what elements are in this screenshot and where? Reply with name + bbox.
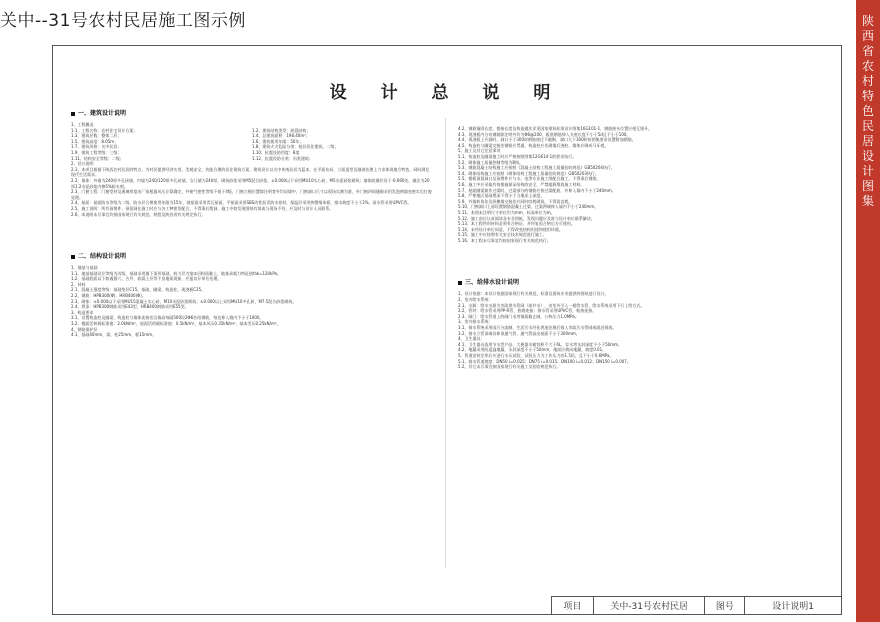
text-line: 2.2、管材：给水管采用PP-R管，热熔连接；排水管采用UPVC管，粘接连接。 (458, 308, 597, 314)
text-line: 5.7、屋面圈梁兼作过梁时，过梁部分的钢筋应按过梁配筋，并伸入墙内不小于240mm。 (458, 187, 616, 193)
sidebar-char: 特 (861, 89, 874, 103)
text-line: 5.1、构造柱及圈梁施工时应严格按照图集12G614-1的要求执行。 (458, 153, 577, 159)
bullet-icon (71, 112, 75, 116)
text-line: 1.1、地基基础设计等级为丙级，基础采用墙下条形基础，持力层为第②层粉质黏土，地基承载力特征值fak=120kPa。 (71, 270, 282, 276)
sidebar-char: 省 (861, 44, 874, 58)
text-line: 5.4、砌体结构施工应按照《砌体结构工程施工质量验收规范》GB50203执行。 (458, 170, 599, 176)
sidebar-char: 村 (861, 74, 874, 88)
overview-cell: 1.6、建筑使用年限：50年； (252, 138, 304, 144)
sidebar-char: 集 (861, 194, 874, 208)
title-block-project: 关中-31号农村民居 (594, 597, 706, 614)
text-line: 3.1、设置构造柱及圈梁，构造柱与墙体连接处沿墙高每隔500设2Φ6拉结钢筋，每边伸入墙内不小于1000。 (71, 315, 264, 321)
text-line: 5.12、施工前应认真阅读各专业图纸，发现问题应及时与设计单位联系解决。 (458, 215, 595, 221)
overview-cell: 1.4、总建筑面积：198.40m²； (252, 133, 310, 139)
text-line: 4.1、卫生器具选用节水型产品，大便器水箱容积不大于6L，存水弯水封深度不小于50mm。 (458, 341, 623, 347)
text-line: 5.2、其它未尽事宜按国家现行有关施工及验收规范执行。 (458, 364, 561, 370)
text-line: 2.4、屋面：屋面防水等级为二级，防水层合理使用年限为15年，坡屋面采用青瓦屋面，平屋面采用SBS改性沥青防水卷材，保温层采用挤塑聚苯板，排水坡度不小于2%，雨水管采用UPVC管。 (71, 200, 412, 206)
section-heading-arch: 一、建筑设计说明 (71, 110, 433, 118)
text-line: 2.6、本说明未尽事宜均按国家现行有关规范、规程及陕西省有关规定执行。 (71, 211, 206, 217)
title-block-project-label: 项目 (552, 597, 594, 614)
overview-cell: 1.9、建筑工程等级：三级； (71, 149, 122, 155)
text-line: 1、设计依据：本设计依据国家现行有关规范、标准及建筑专业提供的图纸进行设计。 (458, 291, 609, 297)
overview-cell: 1.1、工程名称：农村住宅设计方案； (71, 127, 138, 133)
sidebar-char: 西 (861, 29, 874, 43)
text-line: 2.3、门窗工程：门窗型材及玻璃厚度由厂家根据风压计算确定，外窗气密性等级不低于4级，门窗立樘位置除注明者外均居墙中，门窗洞口尺寸以现场实测为准，外门窗四周缝隙采用发泡剂填充密实后打胶处理。 (71, 189, 432, 200)
text-line: 4、钢筋保护层 (71, 326, 98, 332)
text-line: 2.5、施工说明：所有预埋件、预留洞在施工时应与各工种密切配合，不得事后凿洞，施工中如发现图纸有误或与现场不符，应及时与设计人员联系。 (71, 205, 334, 211)
text-line: 4.2、钢筋锚固长度、搭接长度及构造做法详见国家建筑标准设计图集16G101-1，钢筋接头位置应相互错开。 (458, 126, 653, 131)
section-heading-plumb: 三、给排水设计说明 (458, 279, 830, 287)
bullet-icon (71, 255, 75, 259)
overview-cell: 1.12、抗震设防分类：丙类建筑； (252, 155, 313, 161)
text-line: 5、施工及其它注意事项 (458, 148, 501, 154)
text-line: 5.3、钢筋混凝土结构施工应按照《混凝土结构工程施工质量验收规范》GB50204执行。 (458, 165, 615, 171)
text-line: 2.4、焊条：HPB300钢筋采用E43型，HRB400钢筋采用E55型。 (71, 304, 189, 310)
text-line: 5.9、外墙转角处及纵横墙交接处应同时咬槎砌筑，不得留直槎。 (458, 198, 573, 204)
text-line: 5.10、门窗洞口上部设置钢筋混凝土过梁，过梁两端伸入墙内不小于240mm。 (458, 204, 599, 210)
text-line: 4.2、地漏采用防返溢地漏，水封深度不小于50mm，地面应坡向地漏，坡度0.01。 (458, 347, 607, 353)
sidebar-char: 图 (861, 179, 874, 193)
text-line: 5.8、严寒地区基础埋深不得小于当地冻土深度。 (458, 193, 545, 199)
page-title: 关中--31号农村民居施工图示例 (0, 11, 246, 31)
text-line: 3、室内排水系统： (458, 319, 493, 325)
text-line: 5.11、本图未注明尺寸单位均为mm，标高单位为m。 (458, 209, 555, 215)
column-divider (445, 118, 446, 568)
title-block-drawing-label: 图号 (705, 597, 745, 614)
text-line: 5.15、施工中应按照有关安全技术规范进行施工。 (458, 232, 547, 238)
bullet-icon (458, 281, 462, 285)
text-line: 4.3、现浇板内分布钢筋除注明外均为Φ6@200，板底钢筋伸入支座长度不小于5d且不小于100。 (458, 131, 631, 137)
text-line: 5.14、未经设计单位同意，不得改变结构用途和使用环境。 (458, 226, 563, 232)
text-line: 3.1、排水系统采用雨污分流制，生活污水经化粪池处理后排入市政污水管网或就近排放。 (458, 325, 617, 331)
sidebar-char: 陕 (861, 14, 874, 28)
sidebar (856, 0, 880, 622)
left-column (71, 108, 433, 338)
right-column (458, 126, 830, 370)
overview-cell: 1.2、建筑结构类型：砖混结构； (252, 127, 311, 133)
text-line: 3.2、排水立管顶端设伸顶通气管，通气管高出屋面不小于300mm。 (458, 330, 580, 336)
arch-paragraphs (71, 167, 433, 217)
text-line: 4、卫生器具： (458, 336, 485, 342)
text-line: 2.3、砌体：±0.000以下采用MU15混凝土实心砖，M10水泥砂浆砌筑；±0.000以上采用MU10多孔砖，M7.5混合砂浆砌筑。 (71, 298, 297, 304)
text-line: 1.2、基础底面以下如遇墓穴、古井、软弱土层等不良地质现象，应报设计单位处理。 (71, 276, 222, 282)
title-block (551, 596, 841, 614)
sidebar-char: 农 (861, 59, 874, 73)
text-line: 2.2、钢筋：HPB300(Φ)，HRB400(Φ)。 (71, 293, 146, 299)
text-line: 2.1、混凝土强度等级：基础垫层C15，基础、圈梁、构造柱、现浇板C25。 (71, 287, 206, 293)
text-line: 2、材料 (71, 281, 86, 287)
text-line: 2、室内给水系统： (458, 297, 493, 303)
text-line: 5.2、砌体施工质量控制等级为B级。 (458, 159, 524, 165)
arch-sub-heading-2: 2、设计说明 (71, 161, 94, 167)
text-line: 5.6、施工中应采取有效措施保证结构的安全，严禁超载堆放施工材料。 (458, 181, 585, 187)
sidebar-char: 居 (861, 134, 874, 148)
overview-cell: 1.5、建筑高度：8.05m； (71, 138, 119, 144)
sidebar-char: 设 (861, 149, 874, 163)
section-heading-struct: 二、结构设计说明 (71, 253, 433, 261)
text-line: 3.2、楼面活荷载标准值：2.0kN/m²，屋面活荷载标准值：0.5kN/m²，基本风压0.35kN/m²，基本雪压0.25kN/m²。 (71, 321, 281, 327)
arch-overview-grid (71, 128, 433, 162)
struct-continued-lines (458, 126, 830, 243)
drawing-frame (52, 45, 842, 615)
overview-cell: 1.8、建筑火灾危险分类：低层居住建筑，二级； (252, 144, 339, 150)
text-line: 2.2、墙体：外墙为240厚多孔砖墙，内墙为240/120厚多孔砖墙，女儿墙为240厚，砌筑砂浆采用M5混合砂浆，±0.000以下采用MU10实心砖，M5水泥砂浆砌筑；墙体防潮层设于-0.060处，做法为20厚1:2水泥砂浆内掺5%防水剂。 (71, 177, 430, 189)
sidebar-vertical-title (856, 14, 880, 209)
arch-sub-heading: 1、工程概况 (71, 122, 94, 127)
overview-cell: 1.10、抗震设防烈度：8度 (252, 149, 300, 155)
text-line: 1、地基与基础 (71, 265, 98, 271)
text-line: 3、构造要求 (71, 309, 94, 315)
sidebar-char: 计 (861, 164, 874, 178)
text-line: 2.1、本项目根据下陕西农村民居的特点，为村民提供经济实用、美观安全、功能合理的居住建筑方案，建筑设计以关中传统民居为蓝本，在平面布局、立面造型及细部处理上力求体现地方特色，同时满足现代生活需求。 (71, 166, 430, 178)
title-block-drawing-number: 设计说明1 (772, 602, 815, 612)
text-line: 2.1、水源：给水水源为市政供水管网（或井水），由室外引入一根给水管，给水系统采用下行上给方式。 (458, 302, 645, 308)
overview-row (71, 156, 433, 162)
overview-cell: 1.7、建筑风格：关中民居； (71, 144, 122, 150)
sidebar-char: 民 (861, 119, 874, 133)
struct-lines (71, 265, 433, 338)
document-title: 设 计 总 说 明 (329, 83, 565, 103)
text-line: 5.1、排水管道坡度：DN50 i=0.025；DN75 i=0.015；DN100 i=0.012；DN150 i=0.007。 (458, 358, 631, 364)
text-line: 2.3、阀门：给水管道上的阀门采用铜质截止阀，公称压力1.0MPa。 (458, 313, 579, 319)
text-line: 5.13、本工程所用材料必须有合格证，并经复验合格后方可使用。 (458, 221, 575, 227)
plumb-lines (458, 291, 830, 369)
sidebar-char: 色 (861, 104, 874, 118)
overview-cell: 1.11、结构安全等级：二级； (71, 155, 124, 161)
text-line: 4.1、基础40mm，梁、柱25mm，板15mm。 (71, 332, 157, 338)
overview-cell: 1.3、建筑层数：整体二层； (71, 133, 122, 139)
text-line: 5.5、楼板预留洞口及预埋件应与水、电等专业施工图配合施工，不得事后剔凿。 (458, 176, 601, 182)
text-line: 4.4、现浇板上开洞时，洞口小于300时钢筋绕过不截断，洞口大于300时按图集要求设置附加钢筋。 (458, 137, 636, 143)
text-line: 4.5、构造柱与圈梁交接处钢筋应贯通，构造柱应先砌墙后浇柱，墙体应砌成马牙槎。 (458, 142, 609, 148)
text-line: 5.16、本工程未尽事宜均按国家现行有关规范执行。 (458, 237, 551, 243)
text-line: 5、管道安装完毕后应进行水压试验，试验压力为工作压力的1.5倍，且不小于0.6MPa。 (458, 353, 614, 358)
